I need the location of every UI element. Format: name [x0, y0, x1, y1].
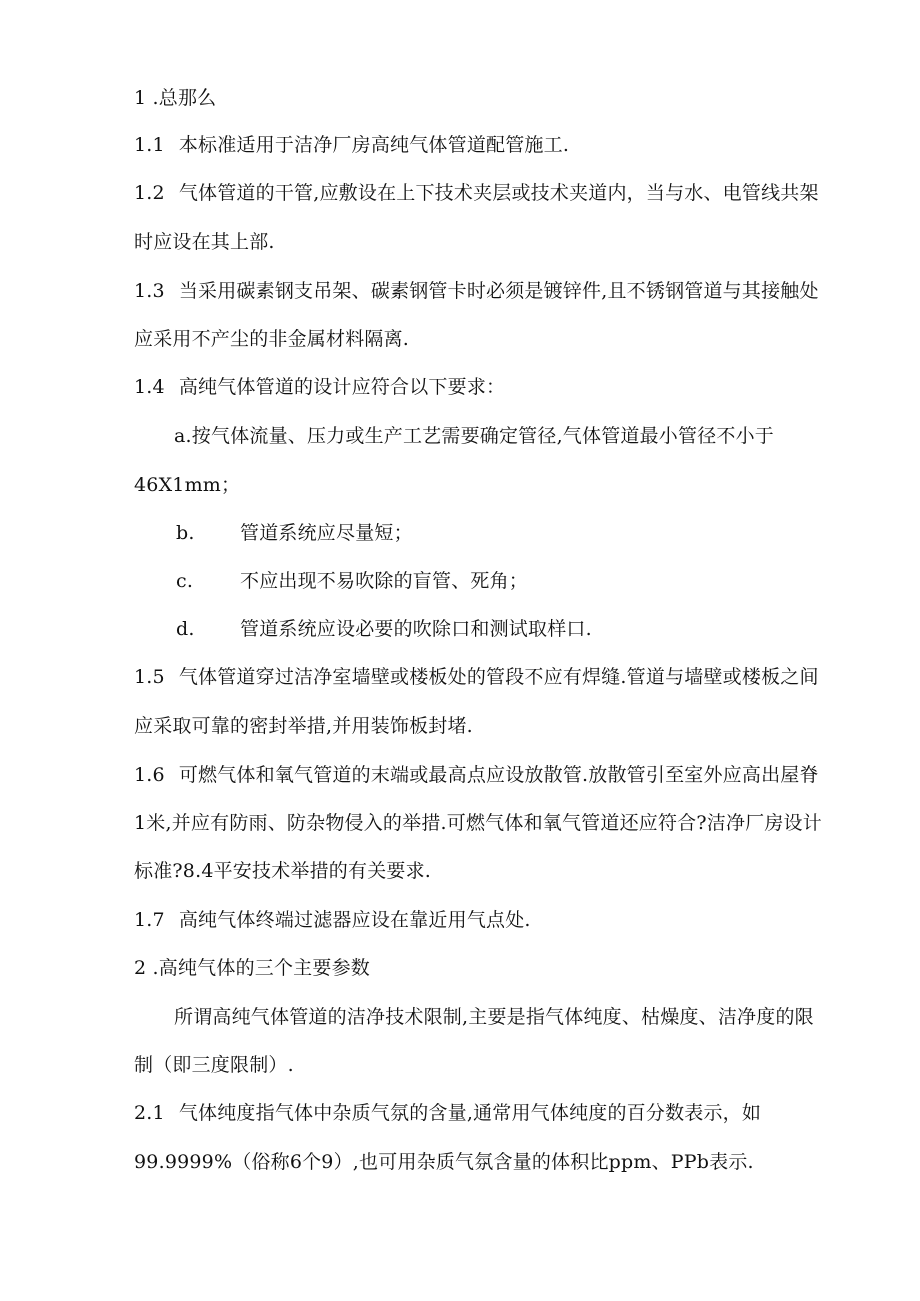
- section-2-intro: 所谓高纯气体管道的洁净技术限制,主要是指气体纯度、枯燥度、洁净度的限: [174, 1006, 814, 1028]
- paragraph-1-5-continuation: 应采取可靠的密封举措,并用装饰板封堵.: [134, 715, 473, 737]
- clause-text: 高纯气体管道的设计应符合以下要求：: [178, 376, 506, 398]
- section-2-intro-continuation: 制（即三度限制）.: [134, 1054, 294, 1076]
- requirement-a-continuation: 46X1mm；: [134, 474, 241, 496]
- clause-text: 气体管道的干管,应敷设在上下技术夹层或技术夹道内，当与水、电管线共架: [178, 182, 819, 204]
- paragraph-2-1-continuation: 99.9999%（俗称6个9）,也可用杂质气氛含量的体积比ppm、PPb表示.: [134, 1151, 754, 1173]
- item-text: 管道系统应尽量短；: [240, 522, 413, 544]
- clause-text: 气体管道穿过洁净室墙壁或楼板处的管段不应有焊缝.管道与墙壁或楼板之间: [178, 666, 819, 688]
- clause-number: 1.4: [134, 376, 165, 398]
- item-text: 管道系统应设必要的吹除口和测试取样口.: [240, 618, 592, 640]
- clause-number: 2.1: [134, 1102, 165, 1124]
- clause-number: 1.6: [134, 764, 165, 786]
- clause-number: 1.2: [134, 182, 165, 204]
- item-letter: b.: [176, 522, 195, 544]
- requirement-a: a.按气体流量、压力或生产工艺需要确定管径,气体管道最小管径不小于: [174, 425, 775, 447]
- paragraph-1-7: [134, 908, 920, 932]
- paragraph-1-4: [134, 375, 920, 399]
- paragraph-1-2-continuation: 时应设在其上部.: [134, 231, 275, 253]
- paragraph-2-1: [134, 1101, 920, 1125]
- paragraph-1-6-continuation-2: 标准?8.4平安技术举措的有关要求.: [134, 860, 432, 882]
- paragraph-1-6-continuation-1: 1米,并应有防雨、防杂物侵入的举措.可燃气体和氧气管道还应符合?洁净厂房设计: [134, 812, 822, 834]
- clause-text: 高纯气体终端过滤器应设在靠近用气点处.: [178, 909, 531, 931]
- paragraph-1-3: [134, 279, 920, 303]
- clause-number: 1.1: [134, 134, 165, 156]
- clause-number: 1.5: [134, 666, 165, 688]
- clause-text: 当采用碳素钢支吊架、碳素钢管卡时必须是镀锌件,且不锈钢管道与其接触处: [178, 280, 819, 302]
- clause-text: 本标准适用于洁净厂房高纯气体管道配管施工.: [178, 134, 570, 156]
- clause-number: 1.3: [134, 280, 165, 302]
- clause-text: 气体纯度指气体中杂质气氛的含量,通常用气体纯度的百分数表示，如: [178, 1102, 762, 1124]
- clause-text: 可燃气体和氧气管道的末端或最高点应设放散管.放散管引至室外应高出屋脊: [178, 764, 819, 786]
- item-letter: d.: [176, 618, 195, 640]
- paragraph-1-3-continuation: 应采用不产尘的非金属材料隔离.: [134, 328, 410, 350]
- paragraph-1-2: [134, 181, 920, 205]
- item-letter: c.: [176, 570, 194, 592]
- paragraph-1-6: [134, 763, 920, 787]
- paragraph-1-5: [134, 665, 920, 689]
- section-1-heading: 1 .总那么: [134, 87, 217, 109]
- item-text: 不应出现不易吹除的盲管、死角；: [240, 570, 529, 592]
- paragraph-1-1: [134, 133, 920, 157]
- clause-number: 1.7: [134, 909, 165, 931]
- section-2-heading: 2 .高纯气体的三个主要参数: [134, 957, 370, 979]
